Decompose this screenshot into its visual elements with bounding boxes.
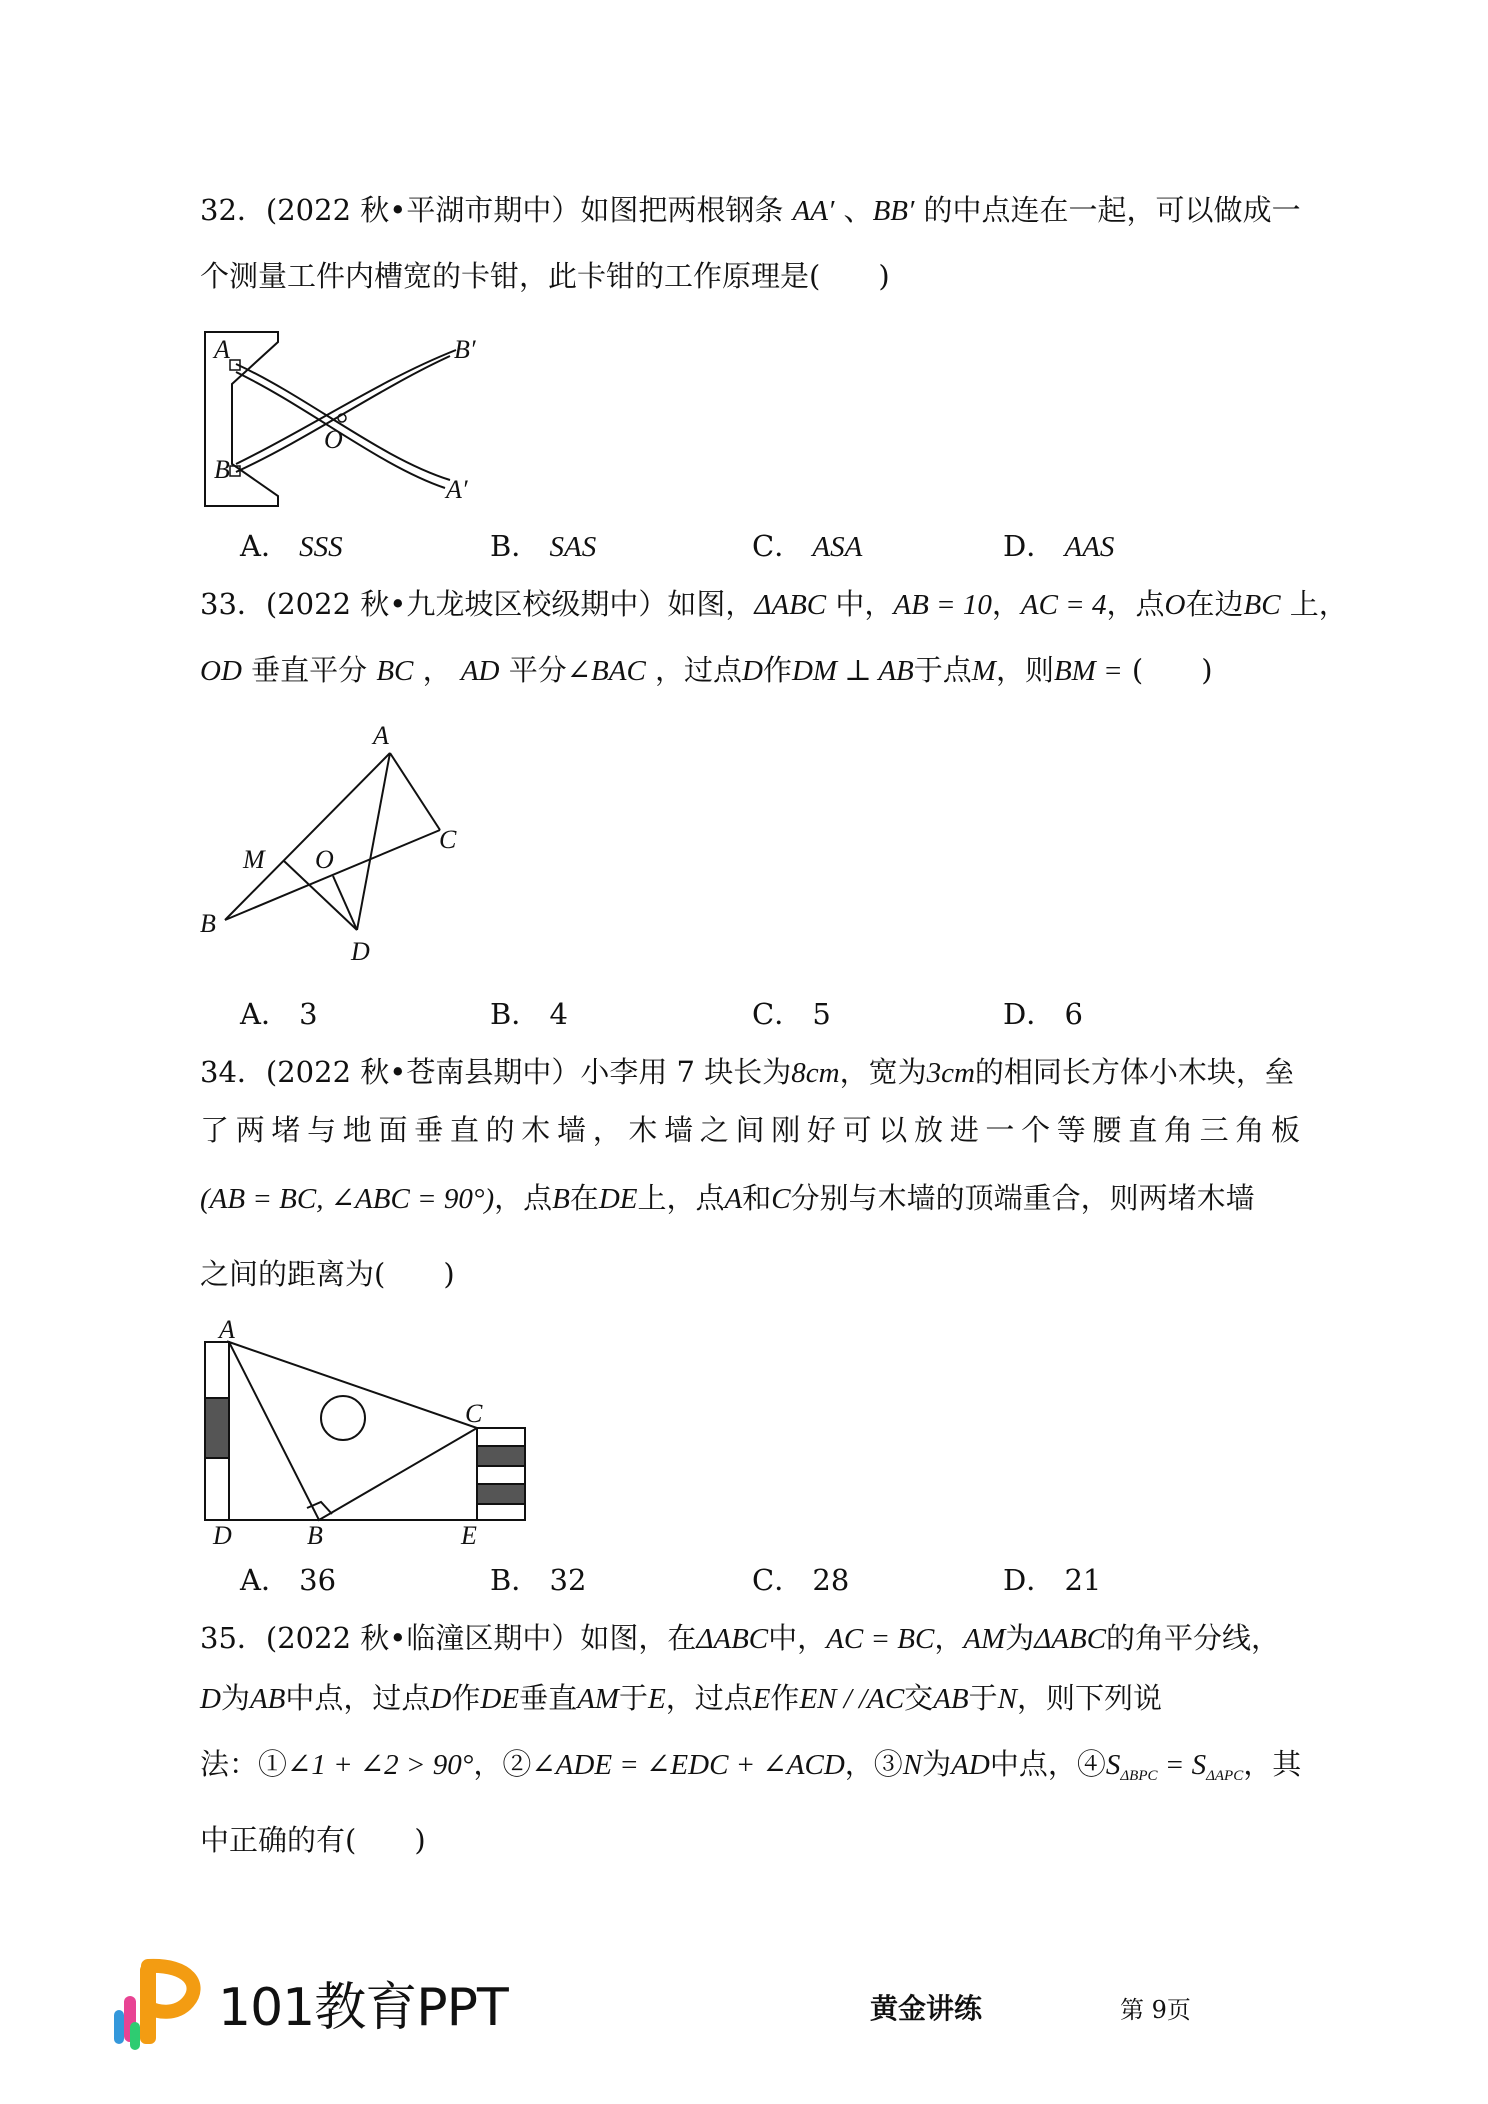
q32-text: 32．(2022 秋•平湖市期中）如图把两根钢条 xyxy=(200,193,793,227)
q32-line1 xyxy=(200,190,1300,231)
brand-name: 101教育PPT xyxy=(218,1978,508,2038)
q32-var-aa: AA′ xyxy=(792,195,835,227)
q34-option-c: C． 28 xyxy=(752,1563,850,1597)
q33-label-m: M xyxy=(243,845,265,874)
q33-label-o: O xyxy=(315,845,334,874)
q32-line2: 个测量工件内槽宽的卡钳，此卡钳的工作原理是( ) xyxy=(200,259,890,293)
q34-label-e: E xyxy=(461,1521,477,1550)
page-number: 第 9页 xyxy=(1120,1996,1191,2024)
q33-option-b: B． 4 xyxy=(490,997,568,1031)
q32-option-d: D． AAS xyxy=(1003,529,1115,563)
q32-text-post: 的中点连在一起，可以做成一 xyxy=(914,193,1301,227)
q34-figure xyxy=(195,1315,545,1550)
q35-line3: 法：①∠1 + ∠2 > 90°，②∠ADE = ∠EDC + ∠ACD，③N为AD中点，$④S_{\Delta BPC} = S_{\Delta APC}$，其 xyxy=(200,1747,1302,1784)
brand-logo-icon xyxy=(110,1958,210,2058)
q32-option-b: B． SAS xyxy=(490,529,597,563)
q33-label-b: B xyxy=(200,909,216,938)
q32-sep: 、 xyxy=(834,193,873,227)
q34-label-a: A xyxy=(219,1315,235,1344)
q33-line1: 33．(2022 秋•九龙坡区校级期中）如图，ΔABC 中，AB = 10，AC = 4，点O在边BC 上， xyxy=(200,587,1348,621)
q32-var-bb: BB′ xyxy=(872,195,915,227)
q32-figure xyxy=(200,328,500,508)
q34-option-d: D． 21 xyxy=(1003,1563,1102,1597)
q33-label-d: D xyxy=(351,937,370,966)
q34-option-a: A． 36 xyxy=(240,1563,337,1597)
q34-line1: 34．(2022 秋•苍南县期中）小李用 7 块长为8cm，宽为3cm的相同长方体小木块，垒 xyxy=(200,1055,1294,1089)
q35-line4: 中正确的有( ) xyxy=(200,1823,426,1857)
q34-line2: 了两堵与地面垂直的木墙，木墙之间刚好可以放进一个等腰直角三角板 xyxy=(200,1113,1300,1147)
q33-line2: OD 垂直平分 BC ， AD 平分∠BAC ，过点D作DM ⊥ AB于点M，则BM = ( ) xyxy=(200,653,1213,687)
q32-label-o: O xyxy=(324,425,343,454)
q35-line1: 35．(2022 秋•临潼区期中）如图，在ΔABC中，AC = BC，AM为ΔABC的角平分线， xyxy=(200,1621,1281,1655)
q34-label-b: B xyxy=(307,1521,323,1550)
q33-option-c: C． 5 xyxy=(752,997,831,1031)
q34-label-d: D xyxy=(213,1521,232,1550)
footer-title: 黄金讲练 xyxy=(870,1992,983,2025)
q32-option-c: C． ASA xyxy=(752,529,863,563)
q32-option-a: A． SSS xyxy=(240,529,343,563)
q33-label-c: C xyxy=(439,825,457,854)
q32-label-b: B xyxy=(214,455,230,484)
q33-option-d: D． 6 xyxy=(1003,997,1083,1031)
q34-line3: (AB = BC, ∠ABC = 90°)，点B在DE上，点A和C分别与木墙的顶端重合，则两堵木墙 xyxy=(200,1181,1255,1215)
q35-line2: D为AB中点，过点D作DE垂直AM于E，过点E作EN / /AC交AB于N，则下列说 xyxy=(200,1681,1162,1715)
q33-option-a: A． 3 xyxy=(240,997,318,1031)
q32-label-a-prime: A′ xyxy=(446,475,468,504)
q34-label-c: C xyxy=(465,1399,483,1428)
q34-option-b: B． 32 xyxy=(490,1563,587,1597)
q32-label-b-prime: B′ xyxy=(454,335,476,364)
q33-figure xyxy=(195,720,485,970)
q33-label-a: A xyxy=(373,721,389,750)
q32-label-a: A xyxy=(214,335,230,364)
q34-line4: 之间的距离为( ) xyxy=(200,1257,455,1291)
